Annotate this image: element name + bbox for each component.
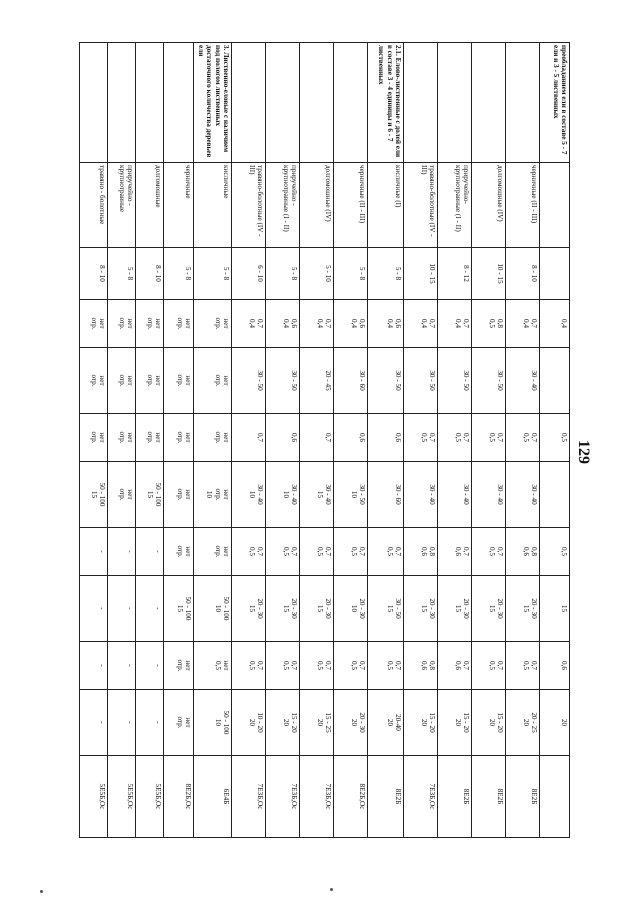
category-cell <box>164 43 194 163</box>
value-cell: 10 - 20 20 <box>232 690 266 756</box>
value-cell: 0,7 0,6 <box>438 528 472 576</box>
forest-type-cell: долгомошные (IV) <box>300 163 334 248</box>
value-cell: 0,7 0,4 <box>232 300 266 348</box>
value-cell: 0,7 0,5 <box>266 528 300 576</box>
value-cell: 20 - 30 15 <box>266 576 300 642</box>
value-cell: 5 - 10 <box>300 248 334 300</box>
category-cell: 3. Лиственно-еловые с наличием под пологом лиственных достаточного количества деревьев ели <box>194 43 232 163</box>
value-cell: 0,7 0,5 <box>438 414 472 462</box>
value-cell: 20 - 25 20 <box>506 690 540 756</box>
category-cell <box>80 43 108 163</box>
value-cell: 8Е2Б <box>368 756 404 838</box>
value-cell: 20 - 30 15 <box>438 576 472 642</box>
category-cell <box>438 43 472 163</box>
value-cell: - <box>80 642 108 690</box>
value-cell: 5Е5Б,Ос <box>80 756 108 838</box>
category-cell <box>108 43 136 163</box>
forest-type-cell <box>540 163 570 248</box>
value-cell: 50 - 100 15 <box>164 576 194 642</box>
forest-type-cell: травяно-болотные (IV - III) <box>404 163 438 248</box>
value-cell: 7Е3Б,Ос <box>300 756 334 838</box>
value-cell: 5 - 8 <box>108 248 136 300</box>
value-cell: - <box>80 576 108 642</box>
value-cell: 30 - 50 <box>266 348 300 414</box>
value-cell: 0,7 0,5 <box>506 642 540 690</box>
value-cell: нет отр. <box>164 528 194 576</box>
value-cell: 0,7 0,5 <box>232 528 266 576</box>
value-cell: 0,8 0,6 <box>404 528 438 576</box>
table-row <box>368 43 404 838</box>
value-cell: 20 - 30 15 <box>472 576 506 642</box>
value-cell: - <box>136 528 164 576</box>
value-cell: 0,7 0,6 <box>438 642 472 690</box>
rotated-table <box>89 42 570 837</box>
value-cell: - <box>108 690 136 756</box>
scan-speck <box>40 890 43 893</box>
category-cell: преобладанием ели в составе 5 - 7 ели и 3 - 5 лиственных <box>540 43 570 163</box>
table-row <box>80 43 108 838</box>
value-cell: 50 - 100 15 <box>80 462 108 528</box>
value-cell: 0,7 0,5 <box>368 528 404 576</box>
forest-table <box>79 42 570 838</box>
rotated-table-frame <box>89 42 570 837</box>
value-cell: 0,6 <box>266 414 300 462</box>
category-cell <box>136 43 164 163</box>
value-cell: 15 - 20 20 <box>404 690 438 756</box>
table-row <box>136 43 164 838</box>
forest-type-cell: приручейно-крупнотравные (I - II) <box>438 163 472 248</box>
value-cell: нет отр. <box>108 414 136 462</box>
value-cell: 0,8 0,5 <box>472 300 506 348</box>
value-cell: нет отр. <box>80 414 108 462</box>
value-cell: 30 - 40 <box>506 462 540 528</box>
value-cell: 15 <box>540 576 570 642</box>
value-cell: 0,8 0,6 <box>506 528 540 576</box>
value-cell: 30 - 50 <box>438 348 472 414</box>
value-cell: 5Е5Б,Ос <box>136 756 164 838</box>
table-row <box>438 43 472 838</box>
value-cell: 20 - 30 15 <box>300 576 334 642</box>
value-cell <box>540 756 570 838</box>
value-cell: 0,6 0,4 <box>266 300 300 348</box>
value-cell: 30 - 60 <box>334 348 368 414</box>
value-cell: нет отр. <box>164 690 194 756</box>
value-cell: нет отр. <box>136 414 164 462</box>
value-cell: 8Е2Б,Ос <box>164 756 194 838</box>
value-cell <box>540 348 570 414</box>
value-cell: 0,7 0,5 <box>368 642 404 690</box>
category-cell <box>334 43 368 163</box>
value-cell: 0,7 0,4 <box>404 300 438 348</box>
value-cell: 7Е3Б,Ос <box>404 756 438 838</box>
table-row <box>506 43 540 838</box>
value-cell: нет отр. <box>80 300 108 348</box>
value-cell: нет отр. <box>80 348 108 414</box>
value-cell: нет отр. <box>108 348 136 414</box>
table-row <box>404 43 438 838</box>
value-cell: 20 - 30 15 <box>506 576 540 642</box>
value-cell: 0,7 <box>300 414 334 462</box>
value-cell: - <box>80 690 108 756</box>
value-cell: 0,6 <box>540 642 570 690</box>
value-cell: 0,6 0,4 <box>334 300 368 348</box>
value-cell: нет отр. <box>108 300 136 348</box>
forest-type-cell: приручейно - крупнотравные <box>108 163 136 248</box>
value-cell: нет 0,5 <box>194 642 232 690</box>
value-cell: - <box>108 576 136 642</box>
value-cell: - <box>136 642 164 690</box>
value-cell: 0,7 0,4 <box>438 300 472 348</box>
value-cell: - <box>108 528 136 576</box>
value-cell: 8 - 10 <box>80 248 108 300</box>
category-cell <box>266 43 300 163</box>
value-cell: нет отр. <box>164 348 194 414</box>
value-cell: 20 <box>540 690 570 756</box>
value-cell: 20 - 30 15 <box>404 576 438 642</box>
value-cell: 0,7 0,5 <box>300 642 334 690</box>
value-cell: - <box>108 642 136 690</box>
forest-type-cell: долгомошные <box>136 163 164 248</box>
table-row <box>232 43 266 838</box>
value-cell: 30 - 50 15 <box>368 576 404 642</box>
page-number: 129 <box>575 440 592 464</box>
value-cell: 7Е3Б,Ос <box>266 756 300 838</box>
value-cell: нет отр. <box>194 414 232 462</box>
value-cell: 0,7 0,4 <box>300 300 334 348</box>
value-cell: 5Е5Б,Ос <box>108 756 136 838</box>
value-cell: 30 - 50 <box>404 348 438 414</box>
value-cell: нет отр. <box>194 348 232 414</box>
value-cell: 6Е4Б <box>194 756 232 838</box>
value-cell: 0,7 0,5 <box>472 528 506 576</box>
forest-type-cell: кисличные <box>194 163 232 248</box>
category-cell <box>300 43 334 163</box>
table-row <box>194 43 232 838</box>
value-cell: 15 - 20 20 <box>438 690 472 756</box>
value-cell: 30 - 50 <box>232 348 266 414</box>
value-cell: 0,7 0,5 <box>472 414 506 462</box>
value-cell: нет отр. 10 <box>194 462 232 528</box>
value-cell: 10 - 15 <box>404 248 438 300</box>
value-cell: 0,6 0,4 <box>368 300 404 348</box>
value-cell: 8Е2Б <box>472 756 506 838</box>
forest-type-cell: травяно-болотные (IV - III) <box>232 163 266 248</box>
value-cell: 0,7 0,5 <box>334 642 368 690</box>
forest-type-cell: черничные <box>164 163 194 248</box>
value-cell: 15 - 20 20 <box>266 690 300 756</box>
value-cell: 0,8 0,6 <box>404 642 438 690</box>
value-cell: 0,6 <box>334 414 368 462</box>
value-cell: 50 - 100 15 <box>136 462 164 528</box>
value-cell: 30 - 40 <box>472 462 506 528</box>
scan-speck <box>330 888 333 891</box>
forest-type-cell: кисличные (I) <box>368 163 404 248</box>
value-cell: 20 - 30 20 <box>334 690 368 756</box>
category-cell: 2.1. Елово-лиственные с долей ели в составе 3 - 4 единицы и 6 - 7 лиственных <box>368 43 404 163</box>
value-cell: 0,5 <box>540 528 570 576</box>
value-cell: 8Е2Б <box>438 756 472 838</box>
value-cell: 0,6 <box>368 414 404 462</box>
forest-type-cell: травяно - болотные <box>80 163 108 248</box>
value-cell: 0,7 0,5 <box>232 642 266 690</box>
value-cell: 0,4 <box>540 300 570 348</box>
value-cell: нет отр. <box>108 462 136 528</box>
value-cell: 8Е2Б <box>506 756 540 838</box>
value-cell: 30 - 50 <box>368 348 404 414</box>
table-row <box>108 43 136 838</box>
value-cell: 5 - 8 <box>194 248 232 300</box>
value-cell: 30 - 50 <box>472 348 506 414</box>
value-cell: 10 - 15 <box>472 248 506 300</box>
value-cell: 5 - 8 <box>164 248 194 300</box>
value-cell: 0,7 0,5 <box>334 528 368 576</box>
value-cell: 0,7 0,5 <box>266 642 300 690</box>
value-cell: нет отр. <box>136 300 164 348</box>
table-row <box>334 43 368 838</box>
value-cell: 30 - 40 10 <box>266 462 300 528</box>
value-cell: нет отр. <box>164 414 194 462</box>
value-cell: 30 - 40 15 <box>300 462 334 528</box>
value-cell: нет отр. <box>194 300 232 348</box>
value-cell: 8Е2Б,Ос <box>334 756 368 838</box>
value-cell: 20-40 20 <box>368 690 404 756</box>
value-cell: нет отр. <box>164 642 194 690</box>
table-row <box>540 43 570 838</box>
value-cell: 0,7 0,5 <box>472 642 506 690</box>
table-body <box>80 43 570 838</box>
value-cell: 0,7 <box>232 414 266 462</box>
value-cell <box>540 248 570 300</box>
value-cell: нет отр. <box>136 348 164 414</box>
value-cell: 30 - 60 <box>368 462 404 528</box>
value-cell: 8 - 10 <box>506 248 540 300</box>
value-cell: 30 - 50 10 <box>334 462 368 528</box>
value-cell: нет отр. <box>164 300 194 348</box>
value-cell: 50 - 100 10 <box>194 690 232 756</box>
forest-type-cell: черничные (II - III) <box>334 163 368 248</box>
category-cell <box>472 43 506 163</box>
value-cell: 30 - 40 <box>404 462 438 528</box>
forest-type-cell: черничные (II - III) <box>506 163 540 248</box>
value-cell: 0,7 0,5 <box>404 414 438 462</box>
value-cell: нет отр. <box>194 528 232 576</box>
value-cell: - <box>80 528 108 576</box>
value-cell: 20 - 45 <box>300 348 334 414</box>
value-cell: 5 - 8 <box>334 248 368 300</box>
value-cell: нет отр. <box>164 462 194 528</box>
value-cell: 30 - 40 10 <box>232 462 266 528</box>
value-cell: 20 - 30 15 <box>232 576 266 642</box>
category-cell <box>506 43 540 163</box>
value-cell: 20 - 30 10 <box>334 576 368 642</box>
value-cell: 30 - 40 <box>506 348 540 414</box>
forest-type-cell: долгомошные (IV) <box>472 163 506 248</box>
value-cell: 0,7 0,5 <box>300 528 334 576</box>
value-cell: 8 - 10 <box>136 248 164 300</box>
category-cell <box>232 43 266 163</box>
value-cell: 0,7 0,4 <box>506 300 540 348</box>
table-row <box>472 43 506 838</box>
value-cell: 7Е3Б,Ос <box>232 756 266 838</box>
value-cell: - <box>136 576 164 642</box>
table-row <box>266 43 300 838</box>
value-cell: 50 - 100 10 <box>194 576 232 642</box>
value-cell: - <box>136 690 164 756</box>
value-cell <box>540 462 570 528</box>
value-cell: 8 - 12 <box>438 248 472 300</box>
value-cell: 0,7 0,5 <box>506 414 540 462</box>
value-cell: 6 - 10 <box>232 248 266 300</box>
value-cell: 0,5 <box>540 414 570 462</box>
table-row <box>164 43 194 838</box>
value-cell: 15 - 20 20 <box>472 690 506 756</box>
value-cell: 15 - 25 20 <box>300 690 334 756</box>
category-cell <box>404 43 438 163</box>
value-cell: 5 - 8 <box>266 248 300 300</box>
value-cell: 30 - 40 <box>438 462 472 528</box>
table-row <box>300 43 334 838</box>
forest-type-cell: приручейно - крупнотравные (I - II) <box>266 163 300 248</box>
value-cell: 5 - 8 <box>368 248 404 300</box>
